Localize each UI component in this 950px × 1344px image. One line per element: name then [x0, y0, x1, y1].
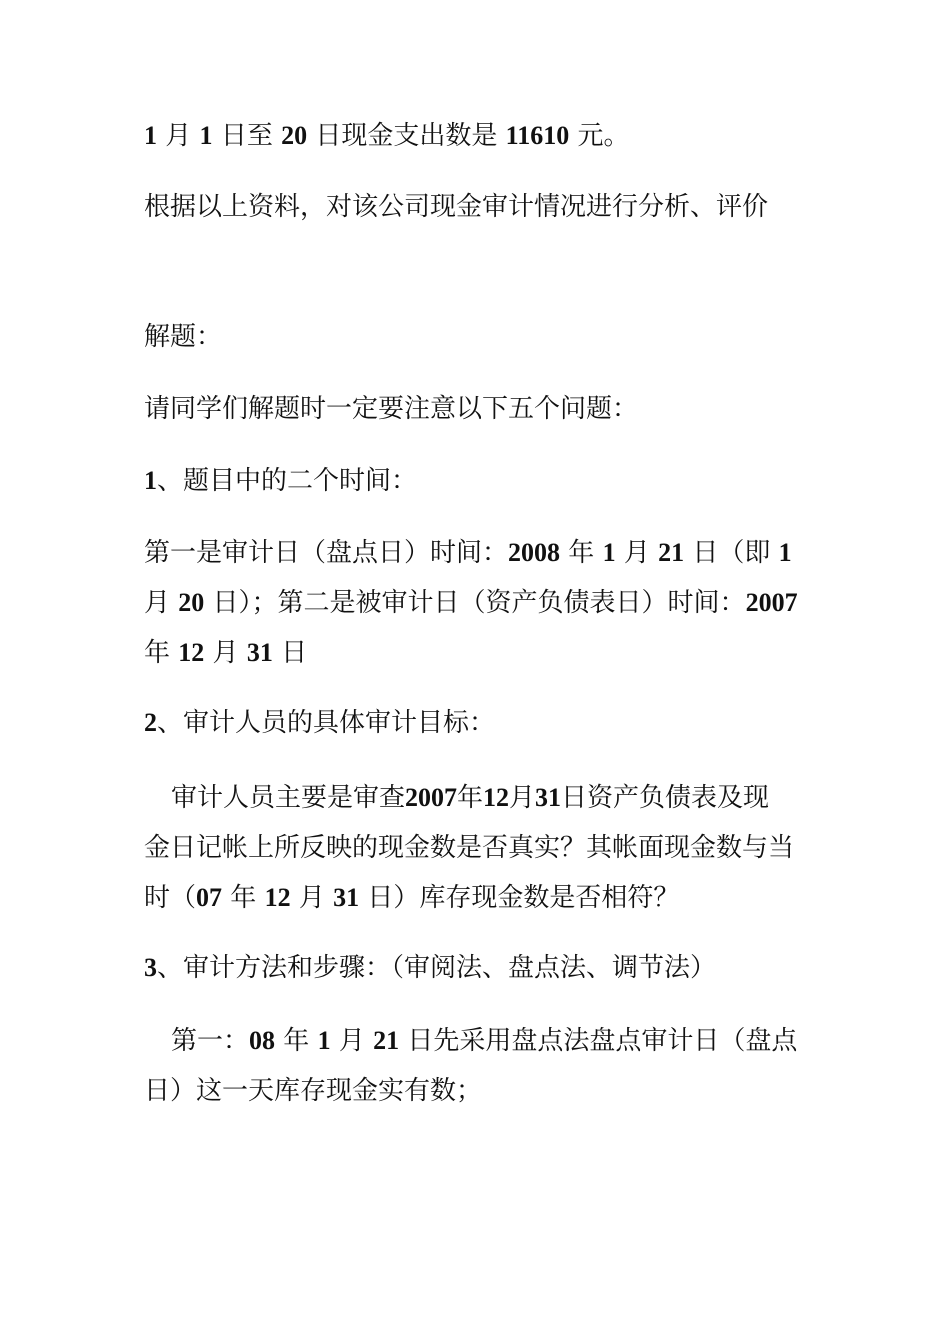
text: 年: [457, 783, 484, 813]
text: 年: [283, 1026, 310, 1056]
text: 、审计方法和步骤：（审阅法、盘点法、调节法）: [157, 953, 717, 983]
number: 1: [144, 121, 157, 150]
number: 11610: [505, 121, 570, 150]
paragraph-item-2: [144, 698, 814, 748]
number: 08: [249, 1026, 276, 1055]
number: 31: [535, 783, 562, 812]
text: 日（即: [692, 538, 771, 568]
text: 日: [281, 638, 308, 668]
text: 、审计人员的具体审计目标：: [157, 708, 496, 738]
text: 日）；第二是被审计日（资产负债表日）时间：: [212, 588, 746, 618]
text-line: [144, 773, 814, 823]
text: 日）库存现金数是否相符？: [367, 883, 680, 913]
text-line: [144, 628, 814, 678]
number: 12: [264, 883, 291, 912]
number: 2007: [745, 588, 798, 617]
text: 日现金支出数是: [315, 121, 498, 151]
number: 07: [196, 883, 223, 912]
paragraph-solution-heading: [144, 312, 814, 362]
text: 月: [144, 588, 171, 618]
text: 日至: [220, 121, 273, 151]
text: 日资产负债表及现: [561, 783, 770, 813]
text: 月: [165, 121, 192, 151]
text: 年: [144, 638, 171, 668]
paragraph-task: [144, 182, 814, 232]
number: 31: [246, 638, 273, 667]
number: 2008: [508, 538, 561, 567]
text-line: 解题：: [144, 322, 223, 352]
item-number: 2: [144, 708, 157, 737]
number: 20: [178, 588, 205, 617]
text: 审计人员主要是审查: [171, 783, 406, 813]
text: 月: [212, 638, 239, 668]
paragraph-step-1: [144, 1016, 814, 1116]
paragraph-audit-objective: [144, 773, 814, 923]
text: 年: [230, 883, 257, 913]
number: 1: [199, 121, 213, 150]
text: 、题目中的二个时间：: [157, 466, 418, 496]
text: 时（: [144, 883, 197, 913]
paragraph-dates: [144, 528, 814, 678]
number: 20: [281, 121, 308, 150]
paragraph-note: [144, 384, 814, 434]
item-number: 3: [144, 953, 157, 982]
text: 月: [298, 883, 325, 913]
text-line: [144, 698, 814, 748]
text: 第一：: [171, 1026, 250, 1056]
text-line: [144, 873, 814, 923]
paragraph-expense-summary: [144, 111, 814, 161]
text-line: 请同学们解题时一定要注意以下五个问题：: [144, 394, 639, 424]
text-line: [144, 111, 814, 161]
text-line: [144, 456, 814, 506]
number: 21: [658, 538, 685, 567]
number: 2007: [405, 783, 458, 812]
text-line: [144, 1016, 814, 1066]
text: 月: [338, 1026, 365, 1056]
text-line: [144, 528, 814, 578]
number: 1: [602, 538, 616, 567]
text-line: [144, 943, 814, 993]
text: 月: [509, 783, 536, 813]
number: 1: [778, 538, 792, 567]
text: 第一是审计日（盘点日）时间：: [144, 538, 509, 568]
number: 1: [317, 1026, 331, 1055]
paragraph-item-3: [144, 943, 814, 993]
paragraph-item-1: [144, 456, 814, 506]
text: 日先采用盘点法盘点审计日（盘点: [407, 1026, 798, 1056]
number: 12: [483, 783, 510, 812]
number: 21: [373, 1026, 400, 1055]
text-line: [144, 578, 814, 628]
text: 月: [623, 538, 650, 568]
text-line: 日）这一天库存现金实有数；: [144, 1076, 483, 1106]
text-line: 根据以上资料，对该公司现金审计情况进行分析、评价: [144, 192, 769, 222]
item-number: 1: [144, 466, 157, 495]
text: 年: [568, 538, 595, 568]
number: 12: [178, 638, 205, 667]
text-line: 金日记帐上所反映的现金数是否真实？其帐面现金数与当: [144, 833, 795, 863]
text: 元。: [577, 121, 630, 151]
number: 31: [333, 883, 360, 912]
